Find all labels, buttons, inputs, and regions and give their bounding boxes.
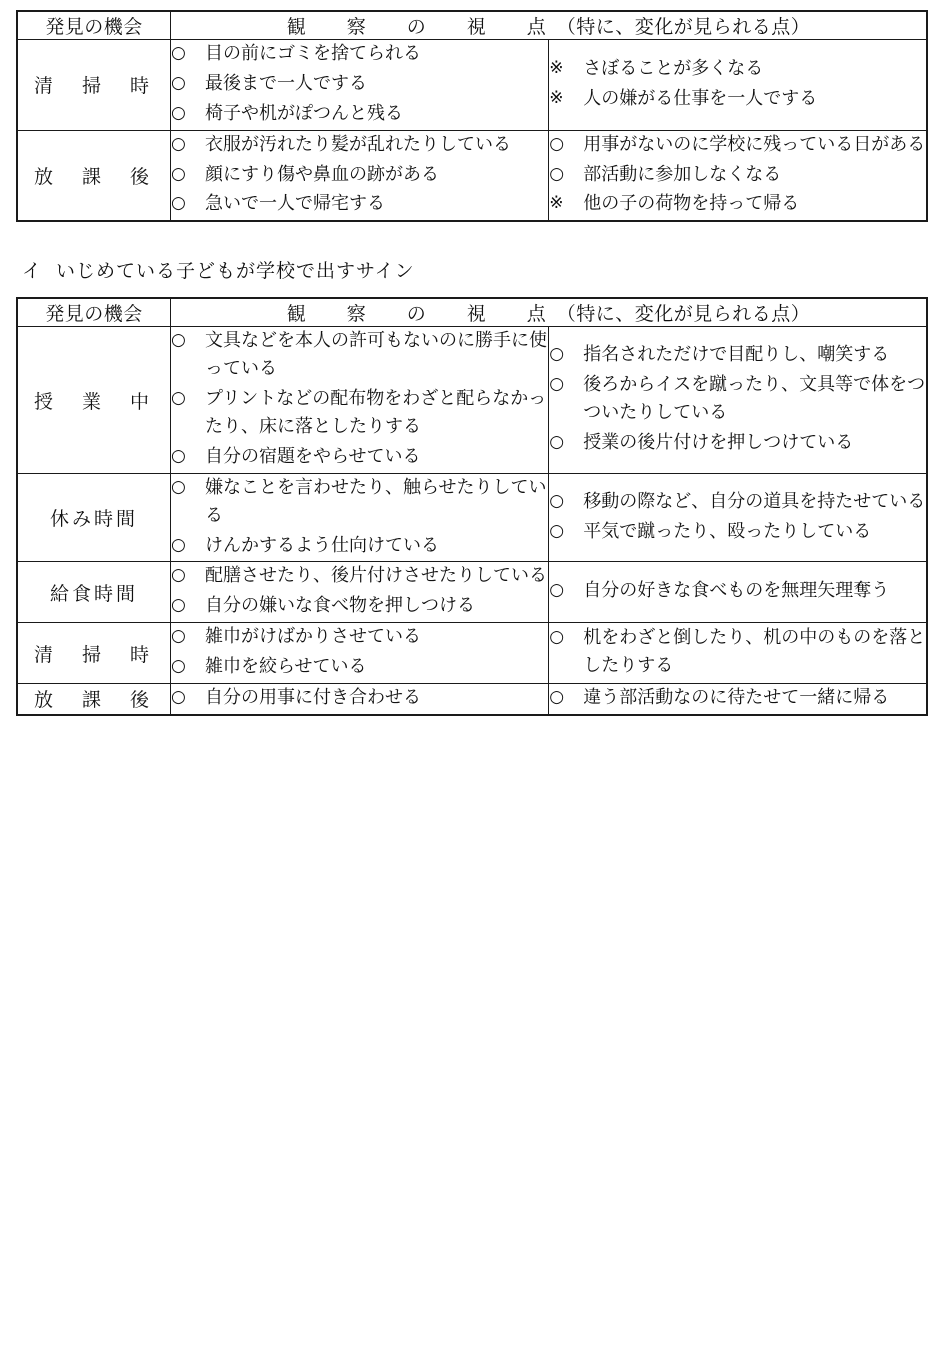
list-item-text: けんかするよう仕向けている <box>205 534 439 556</box>
list-item-text: プリントなどの配布物をわざと配らなかったり、床に落としたりする <box>205 388 547 438</box>
marker-circle-icon: ○ <box>171 476 186 497</box>
list-item-text: 移動の際など、自分の道具を持たせている <box>583 490 926 512</box>
row-occasion: 放 課 後 <box>17 684 171 715</box>
marker-circle-icon: ○ <box>549 520 565 541</box>
row-left-column <box>171 473 549 562</box>
list-item <box>549 518 926 546</box>
list-item-text: 後ろからイスを蹴ったり、文具等で体をつついたりしている <box>583 374 926 424</box>
list-item-text: 平気で蹴ったり、殴ったりしている <box>583 520 872 542</box>
header-occasion: 発見の機会 <box>17 11 171 40</box>
row-occasion: 休み時間 <box>17 473 171 562</box>
marker-reference-icon: ※ <box>549 87 564 108</box>
marker-circle-icon: ○ <box>171 102 186 123</box>
marker-circle-icon: ○ <box>549 627 565 648</box>
row-left-column <box>171 562 549 623</box>
list-item <box>549 85 926 113</box>
list-item <box>549 131 926 159</box>
list-item-text: 自分の用事に付き合わせる <box>205 687 421 709</box>
list-item-text: 自分の好きな食べものを無理矢理奪う <box>583 580 890 602</box>
list-item <box>549 429 926 457</box>
row-left-column <box>171 130 549 221</box>
list-item <box>171 131 548 159</box>
list-item <box>171 592 548 620</box>
list-item <box>549 161 926 189</box>
row-occasion: 放 課 後 <box>17 130 171 221</box>
marker-circle-icon: ○ <box>171 193 186 214</box>
row-occasion: 清 掃 時 <box>17 40 171 131</box>
list-item <box>171 684 548 712</box>
list-item-text: 配膳させたり、後片付けさせたりしている <box>205 565 547 587</box>
list-item-text: 違う部活動なのに待たせて一緒に帰る <box>583 687 890 709</box>
list-item-text: さぼることが多くなる <box>583 57 764 79</box>
list-item-text: 衣服が汚れたり髪が乱れたりしている <box>205 133 511 155</box>
marker-reference-icon: ※ <box>549 57 564 78</box>
list-item <box>171 70 548 98</box>
marker-circle-icon: ○ <box>549 163 565 184</box>
list-item <box>549 577 926 605</box>
table-body <box>17 298 927 715</box>
row-right-column <box>549 684 927 715</box>
list-item <box>171 474 548 530</box>
list-item <box>171 327 548 383</box>
row-occasion: 授 業 中 <box>17 327 171 473</box>
list-item-text: 目の前にゴミを捨てられる <box>205 43 421 64</box>
marker-circle-icon: ○ <box>171 388 186 409</box>
marker-circle-icon: ○ <box>171 133 186 154</box>
row-right-column <box>549 562 927 623</box>
list-item <box>171 161 548 189</box>
header-occasion: 発見の機会 <box>17 298 171 327</box>
table-row <box>17 40 927 131</box>
list-item-text: 文具などを本人の許可もないのに勝手に使っている <box>205 330 547 380</box>
header-viewpoint <box>171 11 928 40</box>
list-item-text: 顔にすり傷や鼻血の跡がある <box>205 163 439 185</box>
marker-circle-icon: ○ <box>171 72 186 93</box>
table-row <box>17 473 927 562</box>
table-row <box>17 327 927 473</box>
row-right-column <box>549 623 927 684</box>
list-item <box>171 385 548 441</box>
table-row <box>17 130 927 221</box>
table-header-row <box>17 11 927 40</box>
list-item <box>549 684 926 712</box>
list-item <box>549 371 926 427</box>
sign-table-victim <box>16 10 928 222</box>
marker-circle-icon: ○ <box>549 431 565 452</box>
row-right-column <box>549 40 927 131</box>
section-heading <box>22 256 928 283</box>
header-viewpoint-main: 観 察 の 視 点 <box>286 16 557 38</box>
table-row <box>17 562 927 623</box>
sign-table-bully <box>16 297 928 716</box>
list-item <box>549 341 926 369</box>
marker-circle-icon: ○ <box>549 344 565 365</box>
list-item-text: 急いで一人で帰宅する <box>205 193 385 215</box>
section-heading-text: いじめている子どもが学校で出すサイン <box>56 260 415 283</box>
list-item-text: 雑巾を絞らせている <box>205 656 367 678</box>
marker-circle-icon: ○ <box>549 490 565 511</box>
list-item <box>171 532 548 560</box>
list-item-text: 自分の宿題をやらせている <box>205 445 421 467</box>
marker-circle-icon: ○ <box>171 595 186 616</box>
list-item-text: 人の嫌がる仕事を一人でする <box>583 87 818 109</box>
row-right-column <box>549 130 927 221</box>
marker-circle-icon: ○ <box>171 163 186 184</box>
marker-circle-icon: ○ <box>549 374 565 395</box>
marker-circle-icon: ○ <box>171 626 186 647</box>
list-item <box>549 190 926 218</box>
list-item-text: 用事がないのに学校に残っている日がある <box>583 133 926 155</box>
list-item <box>171 190 548 218</box>
list-item <box>171 40 548 68</box>
row-left-column <box>171 684 549 715</box>
marker-reference-icon: ※ <box>549 193 564 214</box>
header-viewpoint-tail: （特に、変化が見られる点） <box>556 303 811 326</box>
list-item-text: 雑巾がけばかりさせている <box>205 626 421 648</box>
marker-circle-icon: ○ <box>171 330 186 351</box>
list-item-text: 机をわざと倒したり、机の中のものを落としたりする <box>583 627 926 677</box>
marker-circle-icon: ○ <box>171 43 186 63</box>
list-item <box>549 55 926 83</box>
list-item <box>171 653 548 681</box>
list-item-text: 指名されただけで目配りし、嘲笑する <box>583 344 890 366</box>
list-item-text: 椅子や机がぽつんと残る <box>205 102 403 124</box>
list-item-text: 最後まで一人でする <box>205 72 367 94</box>
list-item <box>171 100 548 128</box>
list-item <box>549 624 926 680</box>
section-heading-lead: イ <box>22 260 43 283</box>
row-left-column <box>171 40 549 131</box>
row-right-column <box>549 473 927 562</box>
list-item-text: 部活動に参加しなくなる <box>583 163 782 185</box>
list-item-text: 授業の後片付けを押しつけている <box>583 431 854 453</box>
marker-circle-icon: ○ <box>549 687 565 708</box>
list-item <box>171 562 548 590</box>
list-item <box>171 623 548 651</box>
marker-circle-icon: ○ <box>549 580 565 601</box>
header-viewpoint <box>171 298 928 327</box>
table-row <box>17 684 927 715</box>
list-item <box>549 488 926 516</box>
marker-circle-icon: ○ <box>171 687 186 708</box>
list-item-text: 他の子の荷物を持って帰る <box>583 193 800 215</box>
row-right-column <box>549 327 927 473</box>
table-body <box>17 11 927 221</box>
header-viewpoint-tail: （特に、変化が見られる点） <box>556 16 811 38</box>
marker-circle-icon: ○ <box>171 656 186 677</box>
table-row <box>17 623 927 684</box>
marker-circle-icon: ○ <box>171 445 186 466</box>
marker-circle-icon: ○ <box>171 534 186 555</box>
marker-circle-icon: ○ <box>171 565 186 586</box>
header-viewpoint-main: 観 察 の 視 点 <box>286 303 557 326</box>
list-item-text: 自分の嫌いな食べ物を押しつける <box>205 595 475 617</box>
list-item-text: 嫌なことを言わせたり、触らせたりしている <box>205 476 547 526</box>
row-left-column <box>171 327 549 473</box>
row-occasion: 清 掃 時 <box>17 623 171 684</box>
row-occasion: 給食時間 <box>17 562 171 623</box>
marker-circle-icon: ○ <box>549 133 565 154</box>
list-item <box>171 443 548 471</box>
row-left-column <box>171 623 549 684</box>
table-header-row <box>17 298 927 327</box>
